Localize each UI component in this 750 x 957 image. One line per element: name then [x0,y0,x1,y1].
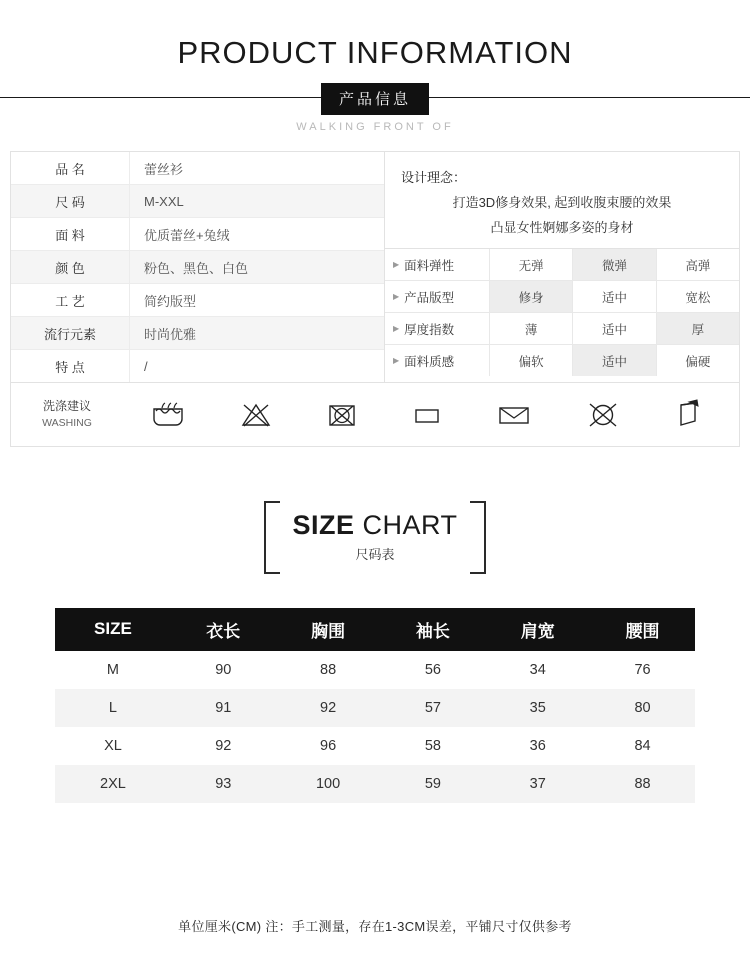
do-not-tumble-dry-icon [325,400,359,430]
column-header-shoulder: 肩宽 [485,608,590,651]
cell-shoulder: 36 [485,727,590,765]
cell-shoulder: 37 [485,765,590,803]
attribute-option[interactable]: 高弹 [656,249,739,280]
size-table-body [55,651,695,803]
cell-bust: 100 [276,765,381,803]
attribute-option[interactable]: 适中 [572,313,655,344]
table-row [55,765,695,803]
attribute-row-fabric-elasticity [385,249,739,281]
cell-size: M [55,651,171,689]
cell-waist: 76 [590,651,695,689]
column-header-bust: 胸围 [276,608,381,651]
spec-value: 时尚优雅 [144,326,197,342]
cell-sleeve: 58 [381,727,486,765]
attribute-label-text: 面料质感 [404,354,455,369]
spec-value: 粉色、黑色、白色 [144,260,249,276]
attribute-label-text: 厚度指数 [404,322,455,337]
spec-row [11,218,384,251]
title-box-mask-top [280,500,469,503]
attribute-label-text: 产品版型 [404,290,455,305]
size-chart-title-bold: SIZE [292,510,355,541]
cell-size: L [55,689,171,727]
column-header-length: 衣长 [171,608,276,651]
attribute-option-selected[interactable]: 修身 [489,281,572,312]
attribute-table [385,248,739,376]
triangle-right-icon: ▶ [393,292,400,302]
attribute-row-fabric-feel [385,345,739,376]
attribute-option[interactable]: 偏软 [489,345,572,376]
cell-length: 93 [171,765,276,803]
washing-instructions [11,382,739,446]
size-chart-title-box [264,501,485,573]
design-concept-title: 设计理念： [401,170,467,186]
cell-size: 2XL [55,765,171,803]
spec-value: 简约版型 [144,293,197,309]
washing-icon-row [123,399,739,431]
cell-length: 91 [171,689,276,727]
column-header-sleeve: 袖长 [381,608,486,651]
measurement-note: 单位厘米(CM) 注：手工测量，存在1-3CM误差，平铺尺寸仅供参考 [178,919,572,934]
spec-row [11,284,384,317]
spec-row [11,350,384,382]
cell-length: 90 [171,651,276,689]
table-row [55,727,695,765]
cell-size: XL [55,727,171,765]
spec-key: 品 名 [11,152,130,184]
header-badge-wrap [0,83,750,111]
cell-waist: 88 [590,765,695,803]
dry-flat-icon [495,400,533,430]
page-header [0,0,750,133]
spec-key: 面 料 [11,218,130,250]
washing-label-en: WASHING [42,416,92,429]
triangle-right-icon: ▶ [393,356,400,366]
size-chart-header [0,501,750,573]
spec-key: 尺 码 [11,185,130,217]
attribute-row-product-fit [385,281,739,313]
table-row [55,651,695,689]
product-info-panel [10,151,740,447]
attribute-option-selected[interactable]: 适中 [572,345,655,376]
attribute-option-selected[interactable]: 微弹 [572,249,655,280]
cell-sleeve: 56 [381,651,486,689]
size-table [55,608,695,803]
attribute-label [385,281,489,312]
cell-bust: 96 [276,727,381,765]
cell-shoulder: 35 [485,689,590,727]
do-not-bleach-icon [238,400,274,430]
spec-table [11,152,385,382]
spec-key: 颜 色 [11,251,130,283]
design-concept-line-2: 凸显女性婀娜多姿的身材 [490,219,634,235]
spec-value: M-XXL [144,193,184,209]
attribute-label-text: 面料弹性 [404,258,455,273]
hand-wash-icon [149,400,187,430]
triangle-right-icon: ▶ [393,324,400,334]
column-header-waist: 腰围 [590,608,695,651]
attribute-label [385,345,489,376]
spec-key: 特 点 [11,350,130,382]
attribute-row-thickness [385,313,739,345]
column-header-size: SIZE [55,608,171,651]
do-not-wring-icon [673,399,703,431]
table-row [55,689,695,727]
table-header-row [55,608,695,651]
title-box-mask-bottom [280,572,469,575]
size-chart-title-thin: CHART [354,510,458,541]
cell-waist: 80 [590,689,695,727]
cell-bust: 88 [276,651,381,689]
attribute-option[interactable]: 薄 [489,313,572,344]
design-concept-panel [385,152,739,382]
attribute-option[interactable]: 偏硬 [656,345,739,376]
spec-key: 工 艺 [11,284,130,316]
spec-key: 流行元素 [11,317,130,349]
washing-label [11,398,123,431]
attribute-option[interactable]: 无弹 [489,249,572,280]
cell-bust: 92 [276,689,381,727]
size-chart-subtitle: 尺码表 [355,546,395,562]
spec-row [11,185,384,218]
attribute-label [385,249,489,280]
header-badge: 产品信息 [321,83,429,115]
cell-shoulder: 34 [485,651,590,689]
cell-sleeve: 59 [381,765,486,803]
attribute-label [385,313,489,344]
spec-row [11,251,384,284]
spec-row [11,317,384,350]
spec-value: 优质蕾丝+兔绒 [144,227,230,243]
cell-length: 92 [171,727,276,765]
cell-sleeve: 57 [381,689,486,727]
spec-row [11,152,384,185]
triangle-right-icon: ▶ [393,260,400,270]
do-not-dry-clean-icon [584,400,622,430]
design-concept-line-1: 打造3D修身效果, 起到收腹束腰的效果 [452,194,672,210]
product-info-top [11,152,739,382]
size-table-head [55,608,695,651]
spec-value: 蕾丝衫 [144,161,184,177]
size-chart-title [292,511,457,539]
iron-low-icon [410,400,444,430]
cell-waist: 84 [590,727,695,765]
spec-value: / [144,358,148,374]
attribute-option[interactable]: 宽松 [656,281,739,312]
page-title: PRODUCT INFORMATION [177,35,573,70]
header-subtitle: WALKING FRONT OF [296,121,454,134]
washing-label-cn: 洗涤建议 [42,399,91,414]
attribute-option-selected[interactable]: 厚 [656,313,739,344]
attribute-option[interactable]: 适中 [572,281,655,312]
design-concept [385,152,739,248]
